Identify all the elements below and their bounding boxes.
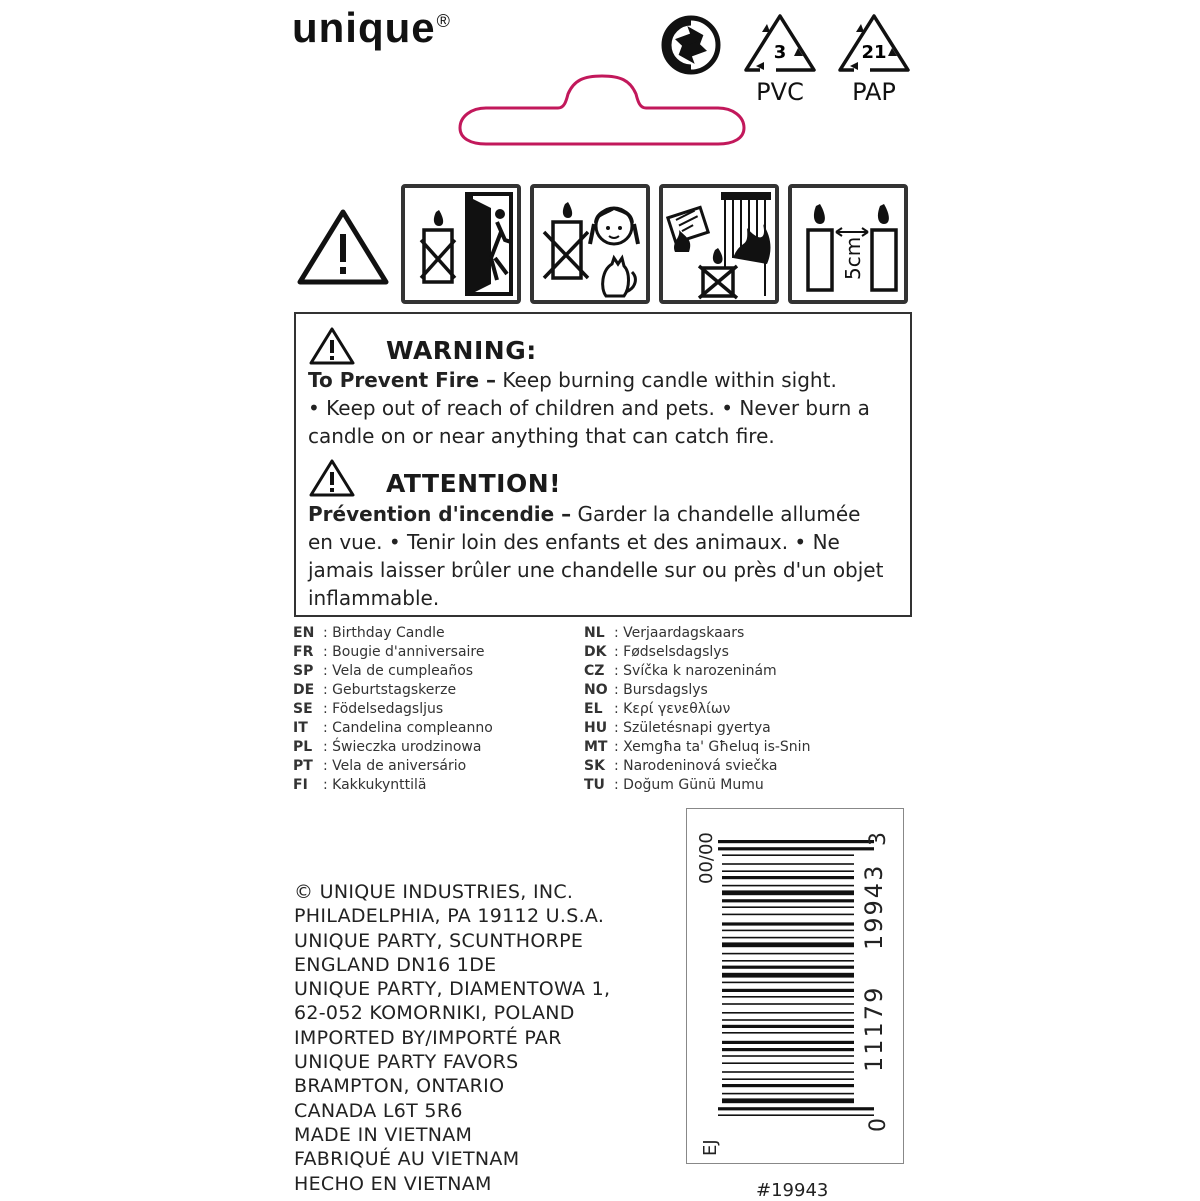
language-name: : Bougie d'anniversaire bbox=[323, 644, 485, 660]
language-name: : Kakkukynttilä bbox=[323, 777, 427, 793]
barcode-bar bbox=[722, 1048, 854, 1051]
barcode-bar bbox=[722, 1032, 854, 1034]
recycle-code-pap bbox=[834, 10, 914, 106]
language-item bbox=[584, 700, 904, 719]
barcode-bar bbox=[722, 1084, 854, 1087]
warning-title: WARNING: bbox=[386, 336, 537, 365]
language-item bbox=[584, 662, 904, 681]
address-line: IMPORTED BY/IMPORTÉ PAR bbox=[294, 1026, 562, 1049]
language-code: TU bbox=[584, 777, 605, 793]
language-item bbox=[293, 738, 573, 757]
address-line: MADE IN VIETNAM bbox=[294, 1123, 473, 1146]
barcode-bar bbox=[722, 922, 854, 925]
barcode-bar bbox=[718, 1114, 874, 1116]
language-name: : Doğum Günü Mumu bbox=[614, 777, 764, 793]
barcode-bar bbox=[722, 1012, 854, 1014]
barcode-bar bbox=[722, 863, 854, 865]
language-item bbox=[293, 643, 573, 662]
warning-line-2: • Keep out of reach of children and pets. • Never burn a bbox=[308, 396, 870, 420]
barcode-bar bbox=[722, 953, 854, 955]
language-code: PT bbox=[293, 758, 313, 774]
language-code: EN bbox=[293, 625, 315, 641]
corner-mark: EJ bbox=[700, 1139, 721, 1156]
address-line: HECHO EN VIETNAM bbox=[294, 1172, 492, 1195]
address-line: ENGLAND DN16 1DE bbox=[294, 953, 497, 976]
attention-text bbox=[308, 500, 908, 612]
barcode-bar bbox=[722, 1019, 854, 1021]
recycle-number: 3 bbox=[773, 42, 787, 63]
warning-box bbox=[294, 312, 912, 617]
manufacturer-address bbox=[294, 880, 610, 1196]
language-code: NO bbox=[584, 682, 608, 698]
language-name: : Birthday Candle bbox=[323, 625, 445, 641]
language-code: NL bbox=[584, 625, 605, 641]
language-name: : Narodeninová sviečka bbox=[614, 758, 778, 774]
barcode-bar bbox=[722, 1078, 854, 1080]
barcode-bar bbox=[722, 973, 854, 978]
barcode-bar bbox=[722, 876, 854, 879]
language-code: SP bbox=[293, 663, 314, 679]
barcode-bar bbox=[722, 1098, 854, 1103]
recycle-number: 21 bbox=[861, 42, 887, 63]
recycle-label: PAP bbox=[852, 78, 896, 106]
hang-tab-outline bbox=[456, 72, 748, 148]
language-code: FR bbox=[293, 644, 314, 660]
barcode-digits-group-2: 19943 bbox=[860, 863, 888, 950]
language-code: IT bbox=[293, 720, 308, 736]
warning-triangle-icon bbox=[308, 326, 356, 366]
barcode-bar bbox=[722, 960, 854, 962]
candle-spacing-icon bbox=[788, 184, 908, 304]
barcode-bar bbox=[722, 942, 854, 947]
warning-triangle-icon bbox=[296, 206, 390, 286]
warning-lead: To Prevent Fire – bbox=[308, 368, 497, 392]
candle-away-from-flammables-icon bbox=[659, 184, 779, 304]
green-dot-icon bbox=[660, 14, 722, 76]
brand-logo bbox=[292, 4, 451, 52]
barcode-bar bbox=[722, 996, 854, 998]
language-item bbox=[584, 624, 904, 643]
language-item bbox=[293, 776, 573, 795]
attention-line-3: jamais laisser brûler une chandelle sur ou près d'un objet bbox=[308, 558, 884, 582]
warning-line-3: candle on or near anything that can catch fire. bbox=[308, 424, 775, 448]
recycle-triangle-icon bbox=[740, 10, 820, 76]
recycle-code-pvc bbox=[740, 10, 820, 106]
barcode-bar bbox=[722, 890, 854, 895]
language-code: EL bbox=[584, 701, 603, 717]
barcode-lead-digit: 0 bbox=[866, 1118, 891, 1132]
address-line: FABRIQUÉ AU VIETNAM bbox=[294, 1148, 520, 1171]
language-item bbox=[584, 681, 904, 700]
language-item bbox=[584, 738, 904, 757]
language-code: DK bbox=[584, 644, 607, 660]
language-item bbox=[584, 643, 904, 662]
address-line: 62-052 KOMORNIKI, POLAND bbox=[294, 1002, 575, 1025]
warning-text bbox=[308, 366, 908, 450]
language-list-right bbox=[584, 624, 904, 795]
language-item bbox=[584, 776, 904, 795]
barcode-bar bbox=[722, 854, 854, 856]
language-item bbox=[584, 757, 904, 776]
item-number: #19943 bbox=[756, 1180, 829, 1201]
barcode-bar bbox=[722, 1003, 854, 1005]
barcode-bar bbox=[722, 1071, 854, 1073]
barcode-bar bbox=[722, 989, 854, 992]
language-name: : Candelina compleanno bbox=[323, 720, 493, 736]
language-code: DE bbox=[293, 682, 315, 698]
attention-line-4: inflammable. bbox=[308, 586, 440, 610]
language-code: SE bbox=[293, 701, 313, 717]
warning-triangle-icon bbox=[308, 458, 356, 498]
language-item bbox=[293, 681, 573, 700]
address-line: PHILADELPHIA, PA 19112 U.S.A. bbox=[294, 905, 605, 928]
spacing-label: 5cm bbox=[841, 236, 865, 280]
language-name: : Świeczka urodzinowa bbox=[323, 739, 482, 755]
language-name: : Bursdagslys bbox=[614, 682, 708, 698]
barcode-bar bbox=[722, 1062, 854, 1064]
language-code: CZ bbox=[584, 663, 605, 679]
address-line: © UNIQUE INDUSTRIES, INC. bbox=[294, 881, 574, 903]
attention-line-2: en vue. • Tenir loin des enfants et des animaux. • Ne bbox=[308, 530, 840, 554]
language-name: : Fødselsdagslys bbox=[614, 644, 729, 660]
attention-title: ATTENTION! bbox=[386, 469, 562, 498]
address-line: UNIQUE PARTY, DIAMENTOWA 1, bbox=[294, 978, 611, 1001]
language-item bbox=[293, 624, 573, 643]
language-item bbox=[293, 719, 573, 738]
barcode-bar bbox=[722, 885, 854, 887]
language-name: : Svíčka k narozeninám bbox=[614, 663, 777, 679]
barcode-bar bbox=[718, 1107, 874, 1110]
barcode-bar bbox=[722, 906, 854, 908]
language-item bbox=[293, 700, 573, 719]
address-line: UNIQUE PARTY, SCUNTHORPE bbox=[294, 929, 584, 952]
barcode-bar bbox=[722, 899, 854, 902]
barcode-check-digit: 3 bbox=[866, 832, 891, 846]
barcode-bar bbox=[722, 1055, 854, 1057]
brand-name: unique bbox=[292, 4, 436, 51]
address-line: UNIQUE PARTY FAVORS bbox=[294, 1051, 519, 1074]
barcode-bar bbox=[718, 847, 874, 850]
language-code: PL bbox=[293, 739, 313, 755]
barcode-bar bbox=[722, 870, 854, 872]
recycle-label: PVC bbox=[756, 78, 804, 106]
language-list-left bbox=[293, 624, 573, 795]
language-code: MT bbox=[584, 739, 608, 755]
language-name: : Verjaardagskaars bbox=[614, 625, 745, 641]
language-code: SK bbox=[584, 758, 605, 774]
barcode-bar bbox=[722, 1093, 854, 1095]
barcode-bar bbox=[722, 982, 854, 984]
address-line: BRAMPTON, ONTARIO bbox=[294, 1075, 505, 1098]
language-code: HU bbox=[584, 720, 608, 736]
barcode-bar bbox=[722, 1041, 854, 1044]
attention-line-1: Garder la chandelle allumée bbox=[571, 502, 861, 526]
date-code: 00/00 bbox=[696, 832, 717, 884]
barcode-bar bbox=[722, 966, 854, 969]
language-name: : Födelsedagsljus bbox=[323, 701, 444, 717]
language-name: : Xemgħa ta' Għeluq is-Snin bbox=[614, 739, 811, 755]
barcode-bar bbox=[722, 937, 854, 939]
recycle-triangle-icon bbox=[834, 10, 914, 76]
language-name: : Κερί γενεθλίων bbox=[614, 701, 731, 717]
language-item bbox=[584, 719, 904, 738]
language-item bbox=[293, 757, 573, 776]
language-name: : Vela de aniversário bbox=[323, 758, 467, 774]
warning-line-1: Keep burning candle within sight. bbox=[496, 368, 837, 392]
barcode-digits-group-1: 11179 bbox=[860, 985, 888, 1072]
address-line: CANADA L6T 5R6 bbox=[294, 1099, 463, 1122]
language-item bbox=[293, 662, 573, 681]
language-name: : Geburtstagskerze bbox=[323, 682, 457, 698]
language-name: : Vela de cumpleaños bbox=[323, 663, 474, 679]
attention-lead: Prévention d'incendie – bbox=[308, 502, 572, 526]
language-name: : Születésnapi gyertya bbox=[614, 720, 771, 736]
barcode-bar bbox=[718, 840, 874, 843]
registered-mark: ® bbox=[436, 11, 451, 31]
barcode-bar bbox=[722, 914, 854, 916]
language-code: FI bbox=[293, 777, 308, 793]
barcode-bar bbox=[722, 1025, 854, 1028]
barcode-bar bbox=[722, 930, 854, 932]
candle-away-from-children-pets-icon bbox=[530, 184, 650, 304]
candle-no-leave-room-icon bbox=[401, 184, 521, 304]
